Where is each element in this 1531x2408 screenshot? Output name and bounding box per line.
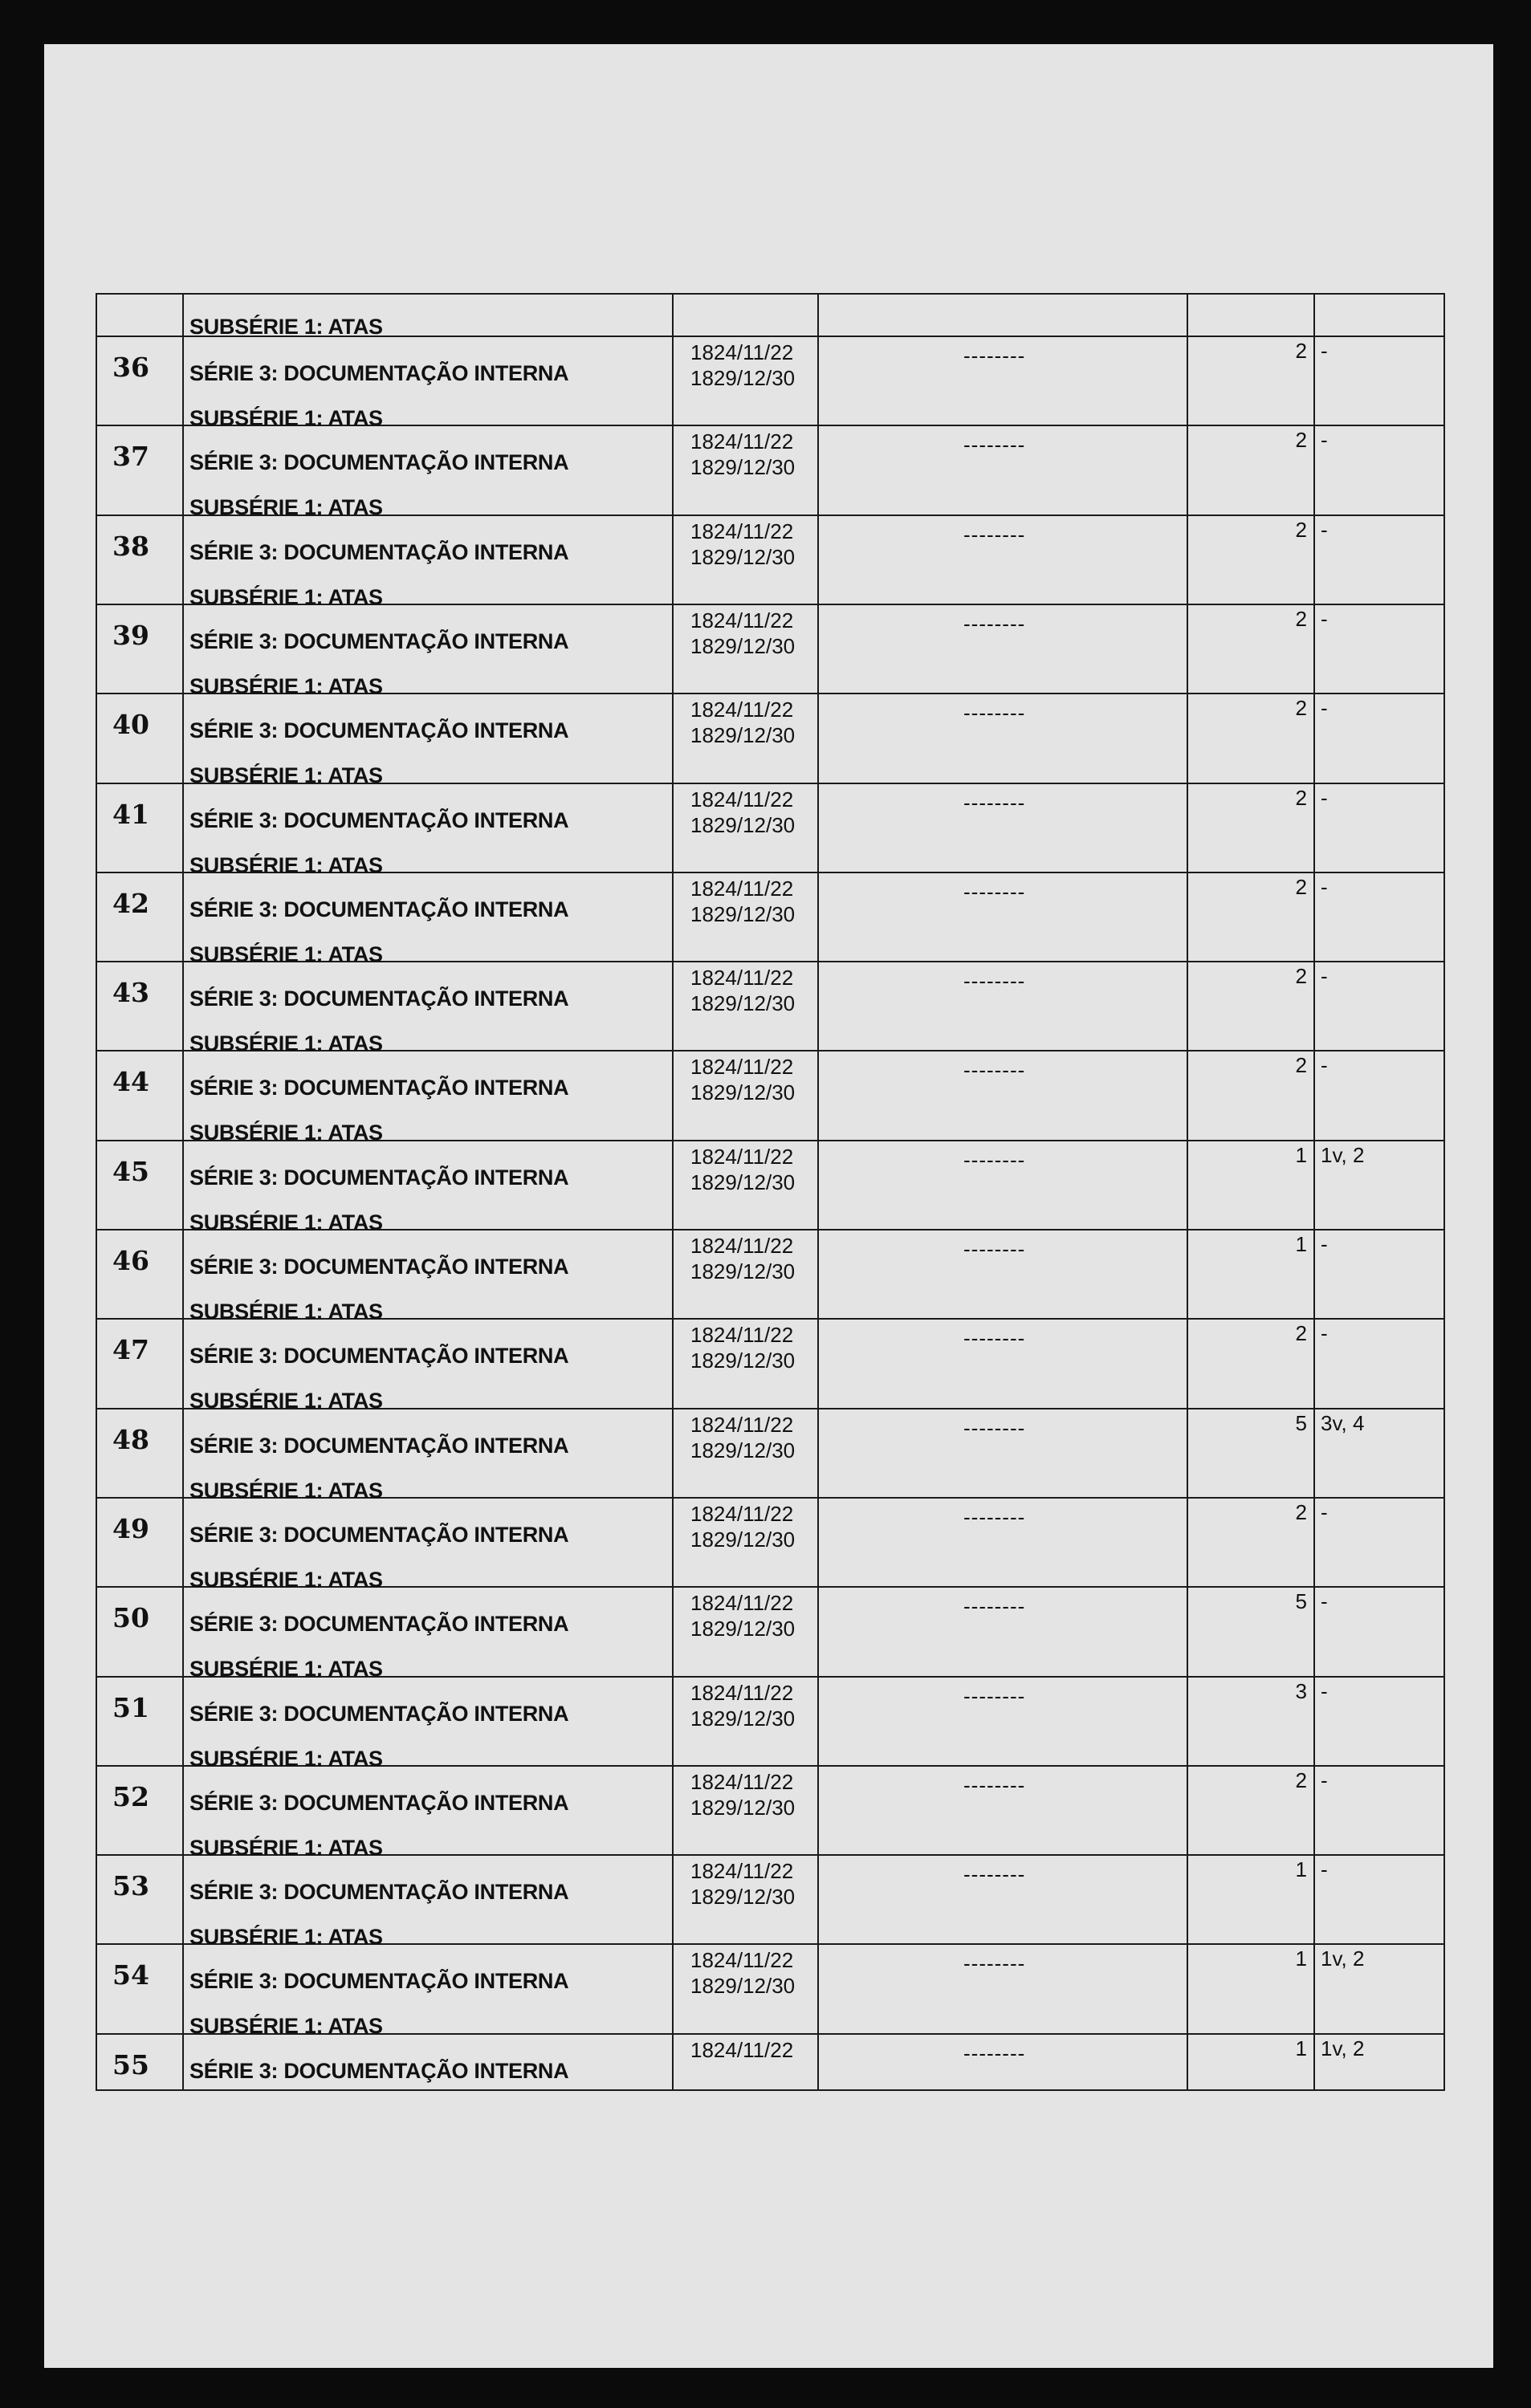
serie-label: SÉRIE 3: DOCUMENTAÇÃO INTERNA xyxy=(189,1344,569,1368)
folio-reference: - xyxy=(1321,1679,1328,1703)
date-end: 1829/12/30 xyxy=(690,1527,796,1552)
item-count: 2 xyxy=(1295,518,1307,542)
date-end: 1829/12/30 xyxy=(690,1170,796,1194)
row-number: 51 xyxy=(112,1692,149,1723)
date-start: 1824/11/22 xyxy=(690,1948,794,1972)
folio-reference: - xyxy=(1321,875,1328,899)
dash-placeholder: -------- xyxy=(963,701,1026,725)
serie-label: SÉRIE 3: DOCUMENTAÇÃO INTERNA xyxy=(189,1791,569,1815)
row-number: 47 xyxy=(112,1334,149,1365)
date-start: 1824/11/22 xyxy=(690,1591,794,1615)
row-number: 42 xyxy=(112,888,149,919)
item-count: 2 xyxy=(1295,339,1307,363)
date-end: 1829/12/30 xyxy=(690,902,796,926)
subserie-label: SUBSÉRIE 1: ATAS xyxy=(189,1479,383,1503)
subserie-label: SUBSÉRIE 1: ATAS xyxy=(189,495,383,519)
item-count: 2 xyxy=(1295,1321,1307,1345)
dash-placeholder: -------- xyxy=(963,1505,1026,1529)
serie-label: SÉRIE 3: DOCUMENTAÇÃO INTERNA xyxy=(189,1165,569,1190)
column-rule xyxy=(672,293,674,2089)
dash-placeholder: -------- xyxy=(963,612,1026,636)
serie-label: SÉRIE 3: DOCUMENTAÇÃO INTERNA xyxy=(189,450,569,474)
serie-label: SÉRIE 3: DOCUMENTAÇÃO INTERNA xyxy=(189,1702,569,1726)
column-rule xyxy=(1187,293,1188,2089)
item-count: 3 xyxy=(1295,1679,1307,1703)
serie-label: SÉRIE 3: DOCUMENTAÇÃO INTERNA xyxy=(189,629,569,653)
serie-label: SÉRIE 3: DOCUMENTAÇÃO INTERNA xyxy=(189,361,569,385)
date-end: 1829/12/30 xyxy=(690,1080,796,1104)
serie-label: SÉRIE 3: DOCUMENTAÇÃO INTERNA xyxy=(189,718,569,742)
folio-reference: - xyxy=(1321,339,1328,363)
subserie-label: SUBSÉRIE 1: ATAS xyxy=(189,585,383,609)
folio-reference: - xyxy=(1321,1768,1328,1792)
subserie-label: SUBSÉRIE 1: ATAS xyxy=(189,1121,383,1145)
date-start: 1824/11/22 xyxy=(690,1323,794,1347)
folio-reference: 1v, 2 xyxy=(1321,1143,1365,1167)
subserie-label: SUBSÉRIE 1: ATAS xyxy=(189,1747,383,1771)
serie-label: SÉRIE 3: DOCUMENTAÇÃO INTERNA xyxy=(189,986,569,1011)
serie-label: SÉRIE 3: DOCUMENTAÇÃO INTERNA xyxy=(189,1255,569,1279)
column-rule xyxy=(96,293,97,2089)
item-count: 2 xyxy=(1295,964,1307,988)
row-number: 41 xyxy=(112,799,149,830)
date-end: 1829/12/30 xyxy=(690,1438,796,1462)
date-start: 1824/11/22 xyxy=(690,1055,794,1079)
column-rule xyxy=(1443,293,1445,2089)
column-rule xyxy=(817,293,819,2089)
row-number: 55 xyxy=(112,2049,149,2081)
date-start: 1824/11/22 xyxy=(690,608,794,633)
date-start: 1824/11/22 xyxy=(690,2038,794,2062)
date-start: 1824/11/22 xyxy=(690,1681,794,1705)
dash-placeholder: -------- xyxy=(963,880,1026,904)
date-end: 1829/12/30 xyxy=(690,1796,796,1820)
row-number: 40 xyxy=(112,709,149,740)
date-start: 1824/11/22 xyxy=(690,1502,794,1526)
row-number: 39 xyxy=(112,620,149,651)
folio-reference: - xyxy=(1321,1500,1328,1524)
subserie-label: SUBSÉRIE 1: ATAS xyxy=(189,942,383,966)
row-number: 44 xyxy=(112,1066,149,1097)
row-number: 49 xyxy=(112,1513,149,1544)
dash-placeholder: -------- xyxy=(963,344,1026,368)
row-number: 38 xyxy=(112,531,149,562)
row-rule xyxy=(96,2089,1445,2091)
dash-placeholder: -------- xyxy=(963,791,1026,815)
folio-reference: - xyxy=(1321,1053,1328,1077)
dash-placeholder: -------- xyxy=(963,1326,1026,1350)
dash-placeholder: -------- xyxy=(963,1237,1026,1261)
folio-reference: - xyxy=(1321,1232,1328,1256)
folio-reference: - xyxy=(1321,1589,1328,1613)
folio-reference: - xyxy=(1321,1321,1328,1345)
subserie-label: SUBSÉRIE 1: ATAS xyxy=(189,674,383,698)
item-count: 2 xyxy=(1295,1500,1307,1524)
folio-reference: 3v, 4 xyxy=(1321,1411,1365,1435)
date-end: 1829/12/30 xyxy=(690,1617,796,1641)
scanned-page xyxy=(44,44,1493,2368)
date-end: 1829/12/30 xyxy=(690,545,796,569)
column-rule xyxy=(1313,293,1315,2089)
folio-reference: 1v, 2 xyxy=(1321,2036,1365,2060)
subserie-label: SUBSÉRIE 1: ATAS xyxy=(189,406,383,430)
dash-placeholder: -------- xyxy=(963,523,1026,547)
date-end: 1829/12/30 xyxy=(690,1259,796,1283)
column-rule xyxy=(182,293,184,2089)
date-start: 1824/11/22 xyxy=(690,1859,794,1883)
dash-placeholder: -------- xyxy=(963,1416,1026,1440)
item-count: 2 xyxy=(1295,875,1307,899)
item-count: 2 xyxy=(1295,1053,1307,1077)
dash-placeholder: -------- xyxy=(963,1773,1026,1797)
date-end: 1829/12/30 xyxy=(690,366,796,390)
serie-label: SÉRIE 3: DOCUMENTAÇÃO INTERNA xyxy=(189,1612,569,1636)
subserie-label: SUBSÉRIE 1: ATAS xyxy=(189,1031,383,1056)
subserie-label: SUBSÉRIE 1: ATAS xyxy=(189,1836,383,1860)
item-count: 2 xyxy=(1295,1768,1307,1792)
item-count: 2 xyxy=(1295,696,1307,720)
date-start: 1824/11/22 xyxy=(690,1145,794,1169)
dash-placeholder: -------- xyxy=(963,969,1026,993)
item-count: 2 xyxy=(1295,428,1307,452)
folio-reference: - xyxy=(1321,1857,1328,1881)
row-number: 45 xyxy=(112,1156,149,1187)
item-count: 2 xyxy=(1295,607,1307,631)
date-start: 1824/11/22 xyxy=(690,1413,794,1437)
subserie-label: SUBSÉRIE 1: ATAS xyxy=(189,1210,383,1235)
date-end: 1829/12/30 xyxy=(690,1974,796,1998)
folio-reference: - xyxy=(1321,428,1328,452)
date-end: 1829/12/30 xyxy=(690,455,796,479)
item-count: 1 xyxy=(1295,1232,1307,1256)
subserie-label: SUBSÉRIE 1: ATAS xyxy=(189,1389,383,1413)
row-number: 36 xyxy=(112,352,149,383)
dash-placeholder: -------- xyxy=(963,1951,1026,1975)
subserie-label: SUBSÉRIE 1: ATAS xyxy=(189,2014,383,2038)
date-end: 1829/12/30 xyxy=(690,813,796,837)
date-end: 1829/12/30 xyxy=(690,634,796,658)
item-count: 1 xyxy=(1295,1946,1307,1971)
dash-placeholder: -------- xyxy=(963,1148,1026,1172)
row-number: 50 xyxy=(112,1602,149,1633)
serie-label: SÉRIE 3: DOCUMENTAÇÃO INTERNA xyxy=(189,897,569,921)
serie-label: SÉRIE 3: DOCUMENTAÇÃO INTERNA xyxy=(189,1969,569,1993)
serie-label: SÉRIE 3: DOCUMENTAÇÃO INTERNA xyxy=(189,1880,569,1904)
item-count: 2 xyxy=(1295,786,1307,810)
folio-reference: - xyxy=(1321,696,1328,720)
date-start: 1824/11/22 xyxy=(690,966,794,990)
serie-label: SÉRIE 3: DOCUMENTAÇÃO INTERNA xyxy=(189,808,569,832)
row-number: 37 xyxy=(112,441,149,472)
serie-label: SÉRIE 3: DOCUMENTAÇÃO INTERNA xyxy=(189,2059,569,2083)
dash-placeholder: -------- xyxy=(963,1684,1026,1708)
subserie-label: SUBSÉRIE 1: ATAS xyxy=(189,853,383,877)
subserie-label: SUBSÉRIE 1: ATAS xyxy=(189,763,383,787)
dash-placeholder: -------- xyxy=(963,1594,1026,1618)
serie-label: SÉRIE 3: DOCUMENTAÇÃO INTERNA xyxy=(189,540,569,564)
row-number: 52 xyxy=(112,1781,149,1812)
row-number: 48 xyxy=(112,1424,149,1455)
folio-reference: - xyxy=(1321,518,1328,542)
date-end: 1829/12/30 xyxy=(690,991,796,1015)
date-end: 1829/12/30 xyxy=(690,1348,796,1373)
row-number: 43 xyxy=(112,977,149,1008)
date-start: 1824/11/22 xyxy=(690,787,794,811)
row-number: 46 xyxy=(112,1245,149,1276)
dash-placeholder: -------- xyxy=(963,1862,1026,1886)
date-end: 1829/12/30 xyxy=(690,723,796,747)
date-start: 1824/11/22 xyxy=(690,698,794,722)
date-start: 1824/11/22 xyxy=(690,1234,794,1258)
date-start: 1824/11/22 xyxy=(690,429,794,454)
serie-label: SÉRIE 3: DOCUMENTAÇÃO INTERNA xyxy=(189,1523,569,1547)
folio-reference: 1v, 2 xyxy=(1321,1946,1365,1971)
folio-reference: - xyxy=(1321,786,1328,810)
subserie-label: SUBSÉRIE 1: ATAS xyxy=(189,1925,383,1949)
item-count: 1 xyxy=(1295,1143,1307,1167)
dash-placeholder: -------- xyxy=(963,2041,1026,2065)
row-number: 54 xyxy=(112,1959,149,1991)
date-end: 1829/12/30 xyxy=(690,1885,796,1909)
date-end: 1829/12/30 xyxy=(690,1706,796,1731)
date-start: 1824/11/22 xyxy=(690,340,794,364)
date-start: 1824/11/22 xyxy=(690,1770,794,1794)
row-number: 53 xyxy=(112,1870,149,1902)
serie-label: SÉRIE 3: DOCUMENTAÇÃO INTERNA xyxy=(189,1076,569,1100)
subserie-label: SUBSÉRIE 1: ATAS xyxy=(189,1657,383,1681)
row-rule xyxy=(96,293,1445,295)
date-start: 1824/11/22 xyxy=(690,877,794,901)
folio-reference: - xyxy=(1321,607,1328,631)
subserie-label: SUBSÉRIE 1: ATAS xyxy=(189,1300,383,1324)
subserie-label: SUBSÉRIE 1: ATAS xyxy=(189,315,383,339)
item-count: 1 xyxy=(1295,1857,1307,1881)
dash-placeholder: -------- xyxy=(963,1058,1026,1082)
serie-label: SÉRIE 3: DOCUMENTAÇÃO INTERNA xyxy=(189,1434,569,1458)
folio-reference: - xyxy=(1321,964,1328,988)
item-count: 5 xyxy=(1295,1411,1307,1435)
subserie-label: SUBSÉRIE 1: ATAS xyxy=(189,1568,383,1592)
date-start: 1824/11/22 xyxy=(690,519,794,543)
item-count: 1 xyxy=(1295,2036,1307,2060)
dash-placeholder: -------- xyxy=(963,433,1026,457)
item-count: 5 xyxy=(1295,1589,1307,1613)
